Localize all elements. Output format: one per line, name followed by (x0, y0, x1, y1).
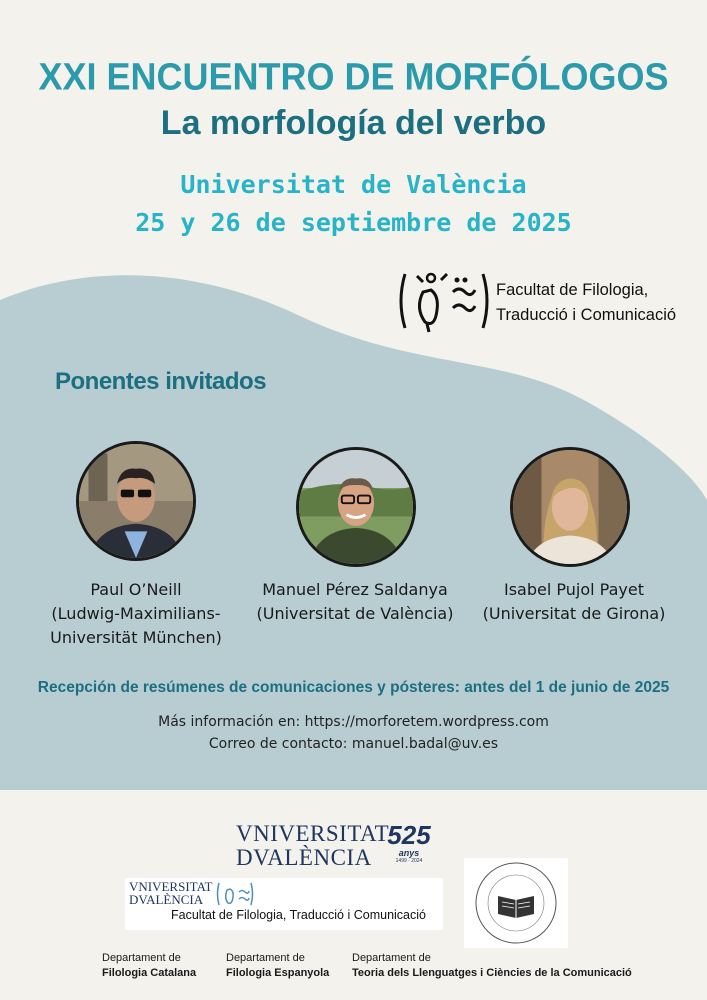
uv-logo-line1: VNIVERSITAT (236, 821, 390, 846)
event-title: XXI ENCUENTRO DE MORFÓLOGOS (38, 54, 669, 98)
anniversary-years: 1499 · 2024 (395, 858, 423, 864)
faculty-name-line1: Facultat de Filologia, (496, 281, 649, 299)
faculty-footer-logo-icon (215, 880, 255, 908)
dept-name: Teoria dels Llenguatges i Ciències de la Comunicació (352, 967, 632, 979)
dept-label: Departament de (102, 952, 181, 964)
uv-logo (236, 822, 389, 870)
speaker-photo-pujol-payet (510, 447, 630, 567)
event-subtitle: La morfología del verbo (160, 104, 547, 142)
info-contact-email[interactable]: Correo de contacto: manuel.badal@uv.es (208, 736, 499, 752)
speaker-photo-perez-saldanya (296, 447, 416, 567)
speaker-name: Isabel Pujol Payet (504, 580, 644, 599)
dept-filologia-catalana (102, 951, 196, 981)
speaker-name: Paul O’Neill (90, 580, 182, 599)
uv-logo-line2: DVALÈNCIA (236, 845, 372, 870)
dept-label: Departament de (352, 952, 431, 964)
dept-name: Filologia Catalana (102, 967, 197, 979)
speaker-affiliation: (Ludwig-Maximilians- (51, 604, 221, 623)
speaker-oneill (28, 578, 244, 650)
faculty-name (496, 278, 676, 328)
event-dates: 25 y 26 de septiembre de 2025 (135, 208, 572, 237)
anniversary-logo (384, 822, 434, 864)
dept-label: Departament de (226, 952, 305, 964)
faculty-footer-name: Facultat de Filologia, Traducció i Comunicació (171, 908, 426, 922)
speaker-photo-oneill (76, 441, 196, 561)
submission-deadline: Recepción de resúmenes de comunicaciones y pósteres: antes del 1 de junio de 2025 (37, 679, 670, 696)
dept-teoria-llenguatges (352, 951, 632, 981)
faculty-footer-uv-line1: VNIVERSITAT (129, 879, 213, 894)
dept-name: Filologia Espanyola (226, 967, 330, 979)
anniversary-number: 525 (387, 820, 431, 850)
speakers-heading: Ponentes invitados (55, 368, 267, 395)
info-website[interactable]: Más información en: https://morforetem.wordpress.com (158, 714, 549, 730)
faculty-footer-uv (129, 880, 212, 906)
dept-filologia-espanyola (226, 951, 329, 981)
institute-seal-icon (464, 858, 568, 948)
speaker-name: Manuel Pérez Saldanya (262, 580, 448, 599)
faculty-name-line2: Traducció i Comunicació (496, 306, 677, 324)
speaker-pujol-payet (466, 578, 682, 626)
event-venue: Universitat de València (180, 170, 527, 199)
anniversary-word: anys (398, 848, 420, 858)
speaker-affiliation: Universität München) (50, 628, 222, 647)
speaker-perez-saldanya (240, 578, 470, 626)
speaker-affiliation: (Universitat de Girona) (482, 604, 666, 623)
faculty-footer-uv-line2: DVALÈNCIA (129, 892, 204, 907)
speaker-affiliation: (Universitat de València) (256, 604, 454, 623)
faculty-footer-logo (125, 878, 443, 930)
